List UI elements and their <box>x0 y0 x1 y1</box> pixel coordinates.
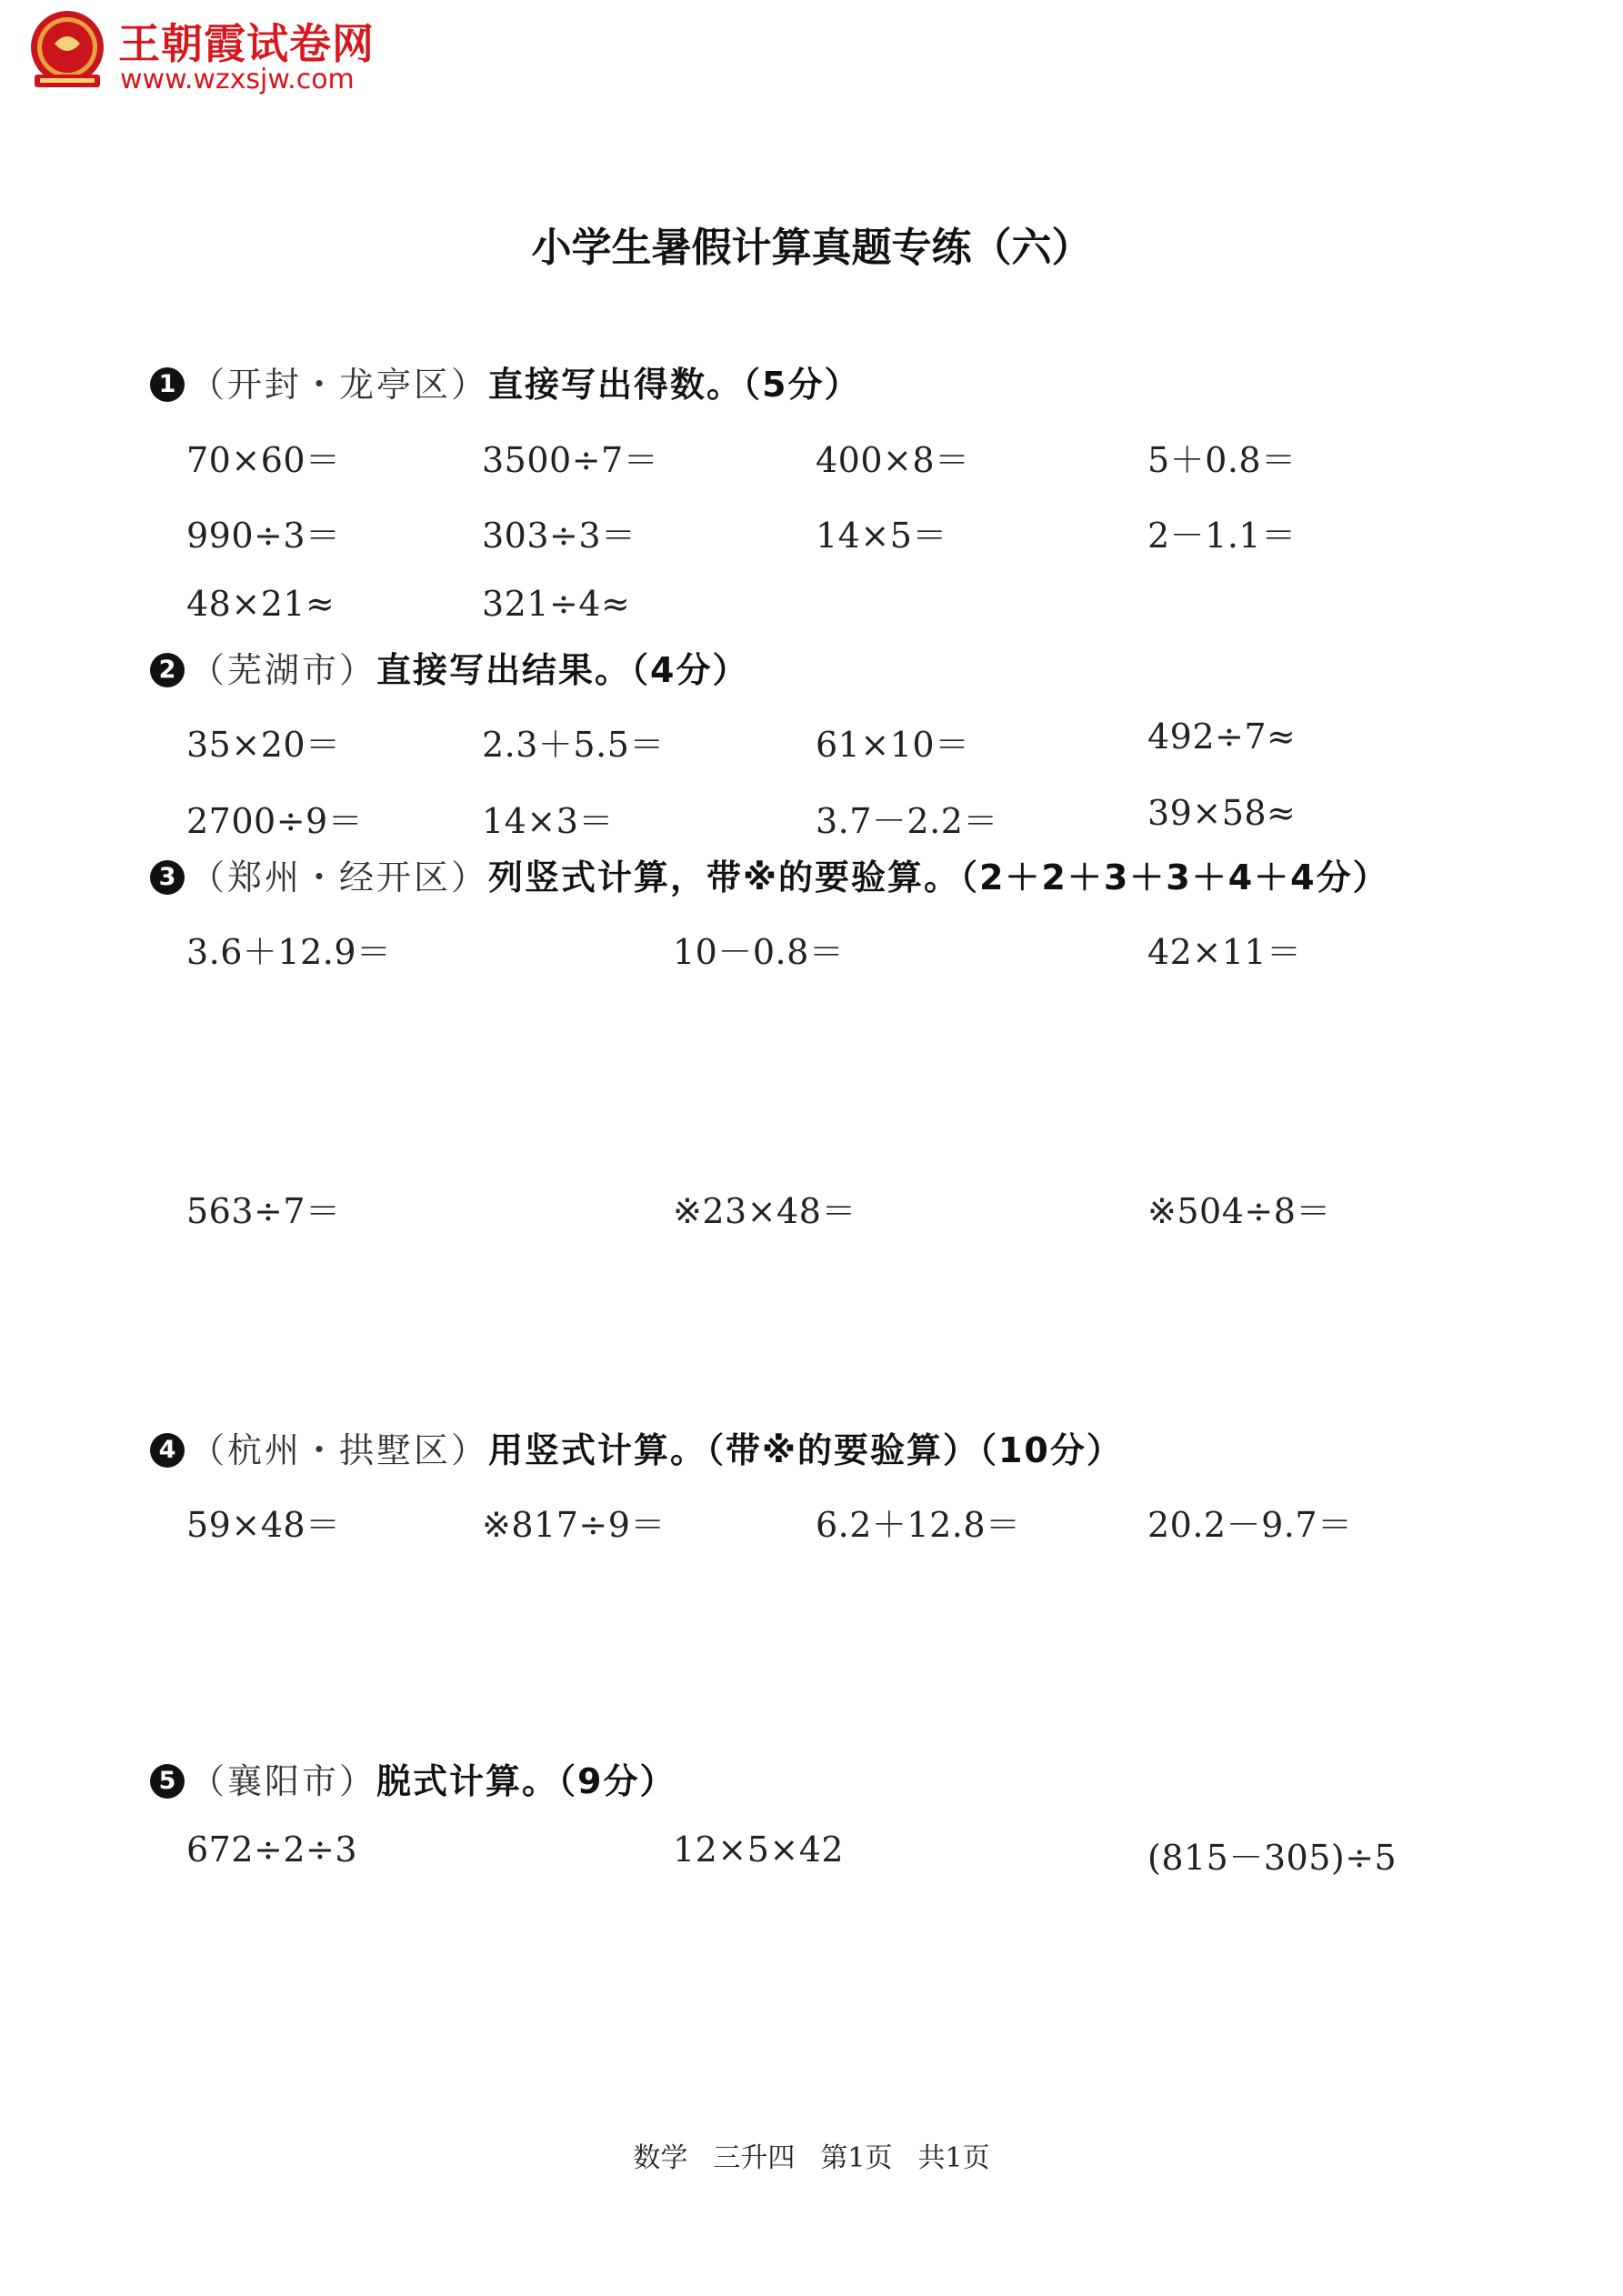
section-instruction: 脱式计算。（9分） <box>376 1761 676 1801</box>
problem: 12×5×42 <box>673 1830 845 1870</box>
emblem-icon <box>27 9 107 93</box>
brand-name: 王朝霞试卷网 <box>118 19 375 68</box>
problem: 492÷7≈ <box>1147 717 1297 757</box>
problem: 3500÷7＝ <box>482 440 659 480</box>
problem: 3.7－2.2＝ <box>816 801 998 841</box>
section-number: 3 <box>150 860 185 895</box>
section-2-header <box>150 642 748 692</box>
page-title: 小学生暑假计算真题专练（六） <box>531 225 1092 271</box>
problem: 400×8＝ <box>816 440 970 480</box>
footer-subject: 数学 <box>633 2142 688 2174</box>
problem: 35×20＝ <box>186 725 341 765</box>
section-1-header <box>150 356 860 406</box>
section-region: （杭州・拱墅区） <box>190 1430 489 1470</box>
problem: 39×58≈ <box>1147 793 1297 833</box>
problem: 672÷2÷3 <box>186 1830 358 1870</box>
problem: 48×21≈ <box>186 584 336 624</box>
brand-logo <box>27 9 409 100</box>
problem: (815－305)÷5 <box>1147 1838 1398 1878</box>
section-3-header <box>150 849 1389 899</box>
brand-url: www.wzxsjw.com <box>120 64 355 95</box>
problem: 3.6＋12.9＝ <box>186 932 392 972</box>
problem: ※504÷8＝ <box>1147 1191 1331 1231</box>
section-5-header <box>150 1753 676 1803</box>
section-number: 4 <box>150 1433 185 1468</box>
problem: 6.2＋12.8＝ <box>816 1505 1021 1545</box>
problem: 59×48＝ <box>186 1505 341 1545</box>
problem: 563÷7＝ <box>186 1191 341 1231</box>
problem: 14×5＝ <box>816 516 947 556</box>
problem: 2.3＋5.5＝ <box>482 725 665 765</box>
problem: 10－0.8＝ <box>673 932 845 972</box>
problem: 14×3＝ <box>482 801 614 841</box>
section-region: （襄阳市） <box>190 1761 377 1801</box>
section-region: （芜湖市） <box>190 650 377 690</box>
footer-grade: 三升四 <box>713 2142 796 2174</box>
problem: 5＋0.8＝ <box>1147 440 1297 480</box>
section-number: 5 <box>150 1764 185 1799</box>
problem: 303÷3＝ <box>482 516 636 556</box>
problem: 2700÷9＝ <box>186 801 364 841</box>
section-instruction: 直接写出结果。（4分） <box>376 650 749 690</box>
section-number: 2 <box>150 653 185 687</box>
problem: 42×11＝ <box>1147 932 1302 972</box>
problem: 20.2－9.7＝ <box>1147 1505 1353 1545</box>
section-4-header <box>150 1422 1123 1472</box>
problem: 70×60＝ <box>186 440 341 480</box>
section-region: （郑州・经开区） <box>190 857 489 897</box>
problem: 321÷4≈ <box>482 584 631 624</box>
section-instruction: 列竖式计算，带※的要验算。（2＋2＋3＋3＋4＋4分） <box>488 857 1389 897</box>
problem: ※817÷9＝ <box>482 1505 666 1545</box>
footer-page: 第1页 <box>820 2142 893 2174</box>
section-instruction: 用竖式计算。（带※的要验算）（10分） <box>488 1430 1123 1470</box>
section-number: 1 <box>150 367 185 402</box>
section-instruction: 直接写出得数。（5分） <box>488 365 861 405</box>
problem: 2－1.1＝ <box>1147 516 1297 556</box>
section-region: （开封・龙亭区） <box>190 365 489 405</box>
problem: ※23×48＝ <box>673 1191 857 1231</box>
page-footer <box>0 2135 1623 2175</box>
footer-total: 共1页 <box>917 2142 990 2174</box>
problem: 61×10＝ <box>816 725 970 765</box>
problem: 990÷3＝ <box>186 516 341 556</box>
